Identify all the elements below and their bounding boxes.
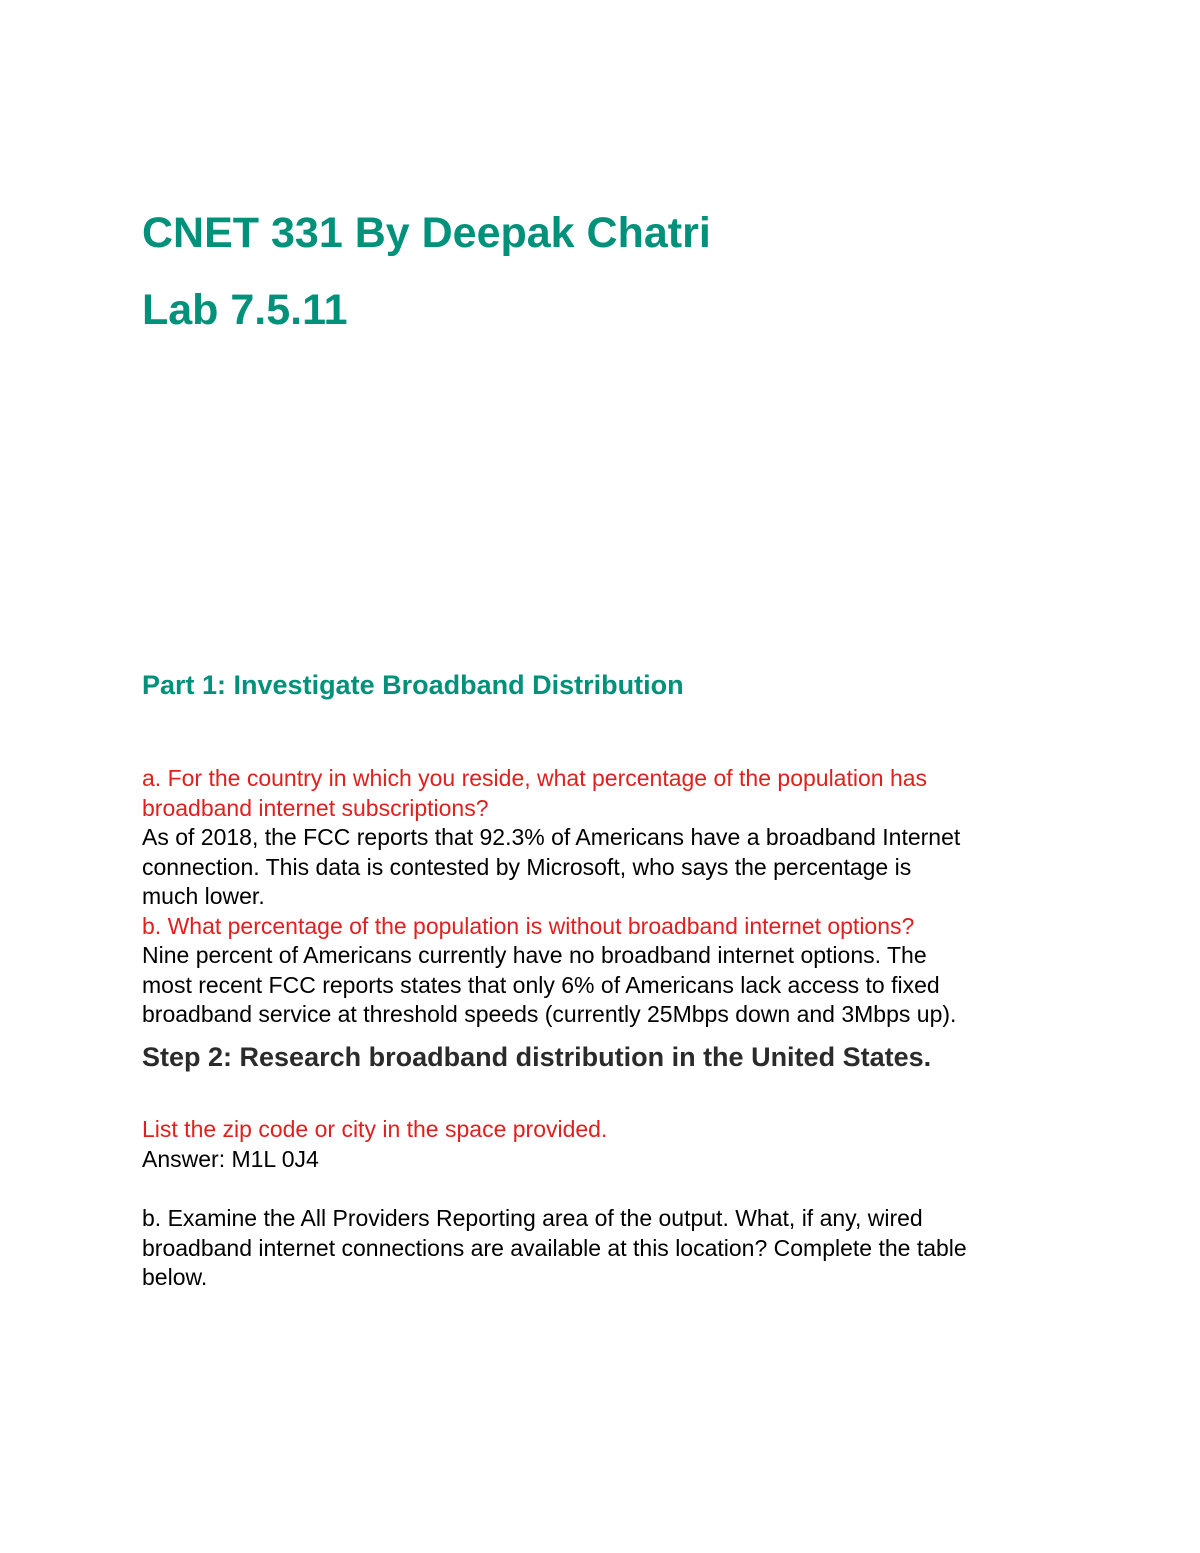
document-title: CNET 331 By Deepak Chatri — [142, 209, 711, 257]
answer-a-line: As of 2018, the FCC reports that 92.3% of Americans have a broadband Internet — [142, 824, 961, 850]
step2-question-b-line: broadband internet connections are available at this location? Complete the table — [142, 1234, 967, 1261]
answer-a-line: connection. This data is contested by Microsoft, who says the percentage is — [142, 853, 912, 880]
step2-question-b — [142, 1204, 1072, 1293]
question-b-line: b. What percentage of the population is without broadband internet options? — [142, 912, 915, 939]
part1-qa-block — [142, 764, 1072, 1030]
answer-a-line: much lower. — [142, 883, 265, 909]
step2-instruction: List the zip code or city in the space provided. — [142, 1116, 608, 1142]
step2-question-b-line: b. Examine the All Providers Reporting area of the output. What, if any, wired — [142, 1205, 923, 1231]
question-a-line: broadband internet subscriptions? — [142, 794, 489, 821]
step2-answer: Answer: M1L 0J4 — [142, 1145, 319, 1172]
step2-question-b-line: below. — [142, 1264, 208, 1290]
answer-b-line: Nine percent of Americans currently have no broadband internet options. The — [142, 942, 927, 968]
step2-block — [142, 1115, 1072, 1174]
answer-b-line: most recent FCC reports states that only 6% of Americans lack access to fixed — [142, 971, 940, 998]
question-a-line: a. For the country in which you reside, what percentage of the population has — [142, 765, 928, 791]
answer-b-line: broadband service at threshold speeds (currently 25Mbps down and 3Mbps up). — [142, 1001, 957, 1027]
part1-heading: Part 1: Investigate Broadband Distribution — [142, 670, 684, 700]
step2-heading: Step 2: Research broadband distribution in the United States. — [142, 1042, 932, 1072]
lab-number: Lab 7.5.11 — [142, 286, 348, 334]
